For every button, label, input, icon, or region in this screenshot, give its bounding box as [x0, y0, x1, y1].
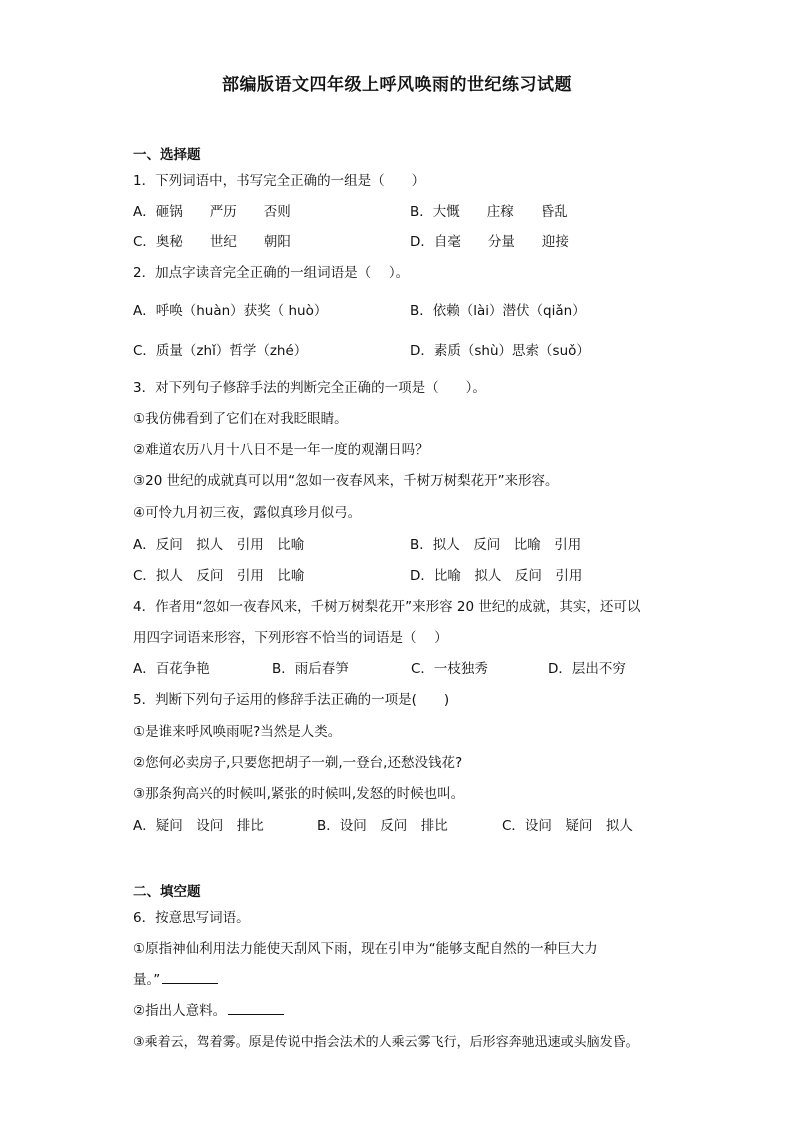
question-6-item-1-line-1: ①原指神仙利用法力能使天刮风下雨，现在引申为“能够支配自然的一种巨大力: [133, 941, 598, 957]
answer-blank-1[interactable]: [162, 971, 218, 984]
question-6-item-1-line-2: [133, 971, 218, 989]
question-1-option-b: B．大慨 庄稼 昏乱: [410, 204, 568, 220]
question-2-option-c: C．质量（zhǐ）哲学（zhé）: [133, 343, 308, 359]
page-title: 部编版语文四年级上呼风唤雨的世纪练习试题: [222, 75, 572, 95]
question-6-item-2: [133, 1002, 284, 1020]
question-2-stem: 2．加点字读音完全正确的一组词语是（ ）。: [133, 265, 410, 281]
question-5-stem: 5．判断下列句子运用的修辞手法正确的一项是( ): [133, 692, 450, 708]
question-4-stem-line-2: 用四字词语来形容，下列形容不恰当的词语是（ ）: [133, 630, 448, 646]
question-3-stem: 3．对下列句子修辞手法的判断完全正确的一项是（ ）。: [133, 380, 486, 396]
question-5-option-c: C．设问 疑问 拟人: [502, 818, 633, 834]
question-3-sentence-4: ④可怜九月初三夜，露似真珍月似弓。: [133, 505, 362, 521]
question-5-sentence-1: ①是谁来呼风唤雨呢?当然是人类。: [133, 724, 342, 740]
section-heading-choice: 一、选择题: [133, 147, 201, 163]
question-1-option-c: C．奥秘 世纪 朝阳: [133, 234, 291, 250]
question-1-option-d: D．自毫 分量 迎接: [410, 234, 569, 250]
question-4-option-c: C．一枝独秀: [411, 661, 488, 677]
question-6-item-1-text: 量。”: [133, 972, 161, 988]
question-6-item-2-text: ②指出人意料。: [133, 1003, 227, 1019]
question-4-option-b: B．雨后春笋: [272, 661, 349, 677]
question-5-option-a: A．疑问 设问 排比: [133, 818, 264, 834]
question-2-option-b: B．依赖（lài）潜伏（qiǎn）: [410, 303, 586, 319]
question-3-sentence-1: ①我仿佛看到了它们在对我眨眼睛。: [133, 411, 348, 427]
question-2-option-d: D．素质（shù）思索（suǒ）: [410, 343, 590, 359]
question-3-sentence-2: ②难道农历八月十八日不是一年一度的观潮日吗？: [133, 442, 429, 458]
question-6-stem: 6．按意思写词语。: [133, 910, 250, 926]
question-4-option-d: D．层出不穷: [548, 661, 626, 677]
question-4-stem-line-1: 4．作者用“忽如一夜春风来，千树万树梨花开”来形容 20 世纪的成就，其实，还可以: [133, 599, 641, 615]
question-2-option-a: A．呼唤（huàn）获奖（ huò）: [133, 303, 328, 319]
question-3-option-c: C．拟人 反问 引用 比喻: [133, 568, 305, 584]
question-6-item-3: ③乘着云，驾着雾。原是传说中指会法术的人乘云雾飞行，后形容奔驰迅速或头脑发昏。: [133, 1035, 639, 1050]
question-3-option-a: A．反问 拟人 引用 比喻: [133, 537, 305, 553]
question-3-option-d: D．比喻 拟人 反问 引用: [410, 568, 583, 584]
question-5-option-b: B．设问 反问 排比: [317, 818, 448, 834]
question-5-sentence-2: ②您何必卖房子,只要您把胡子一剃,一登台,还愁没钱花?: [133, 755, 463, 771]
question-4-option-a: A．百花争艳: [133, 661, 210, 677]
question-3-sentence-3: ③20 世纪的成就真可以用“忽如一夜春风来，千树万树梨花开”来形容。: [133, 473, 559, 489]
question-1-option-a: A．砸锅 严历 否则: [133, 204, 291, 220]
question-5-sentence-3: ③那条狗高兴的时候叫,紧张的时候叫,发怒的时候也叫。: [133, 786, 465, 802]
answer-blank-2[interactable]: [228, 1002, 284, 1015]
question-3-option-b: B．拟人 反问 比喻 引用: [410, 537, 582, 553]
question-1-stem: 1．下列词语中，书写完全正确的一组是（ ）: [133, 173, 426, 189]
section-heading-fill: 二、填空题: [133, 884, 201, 900]
